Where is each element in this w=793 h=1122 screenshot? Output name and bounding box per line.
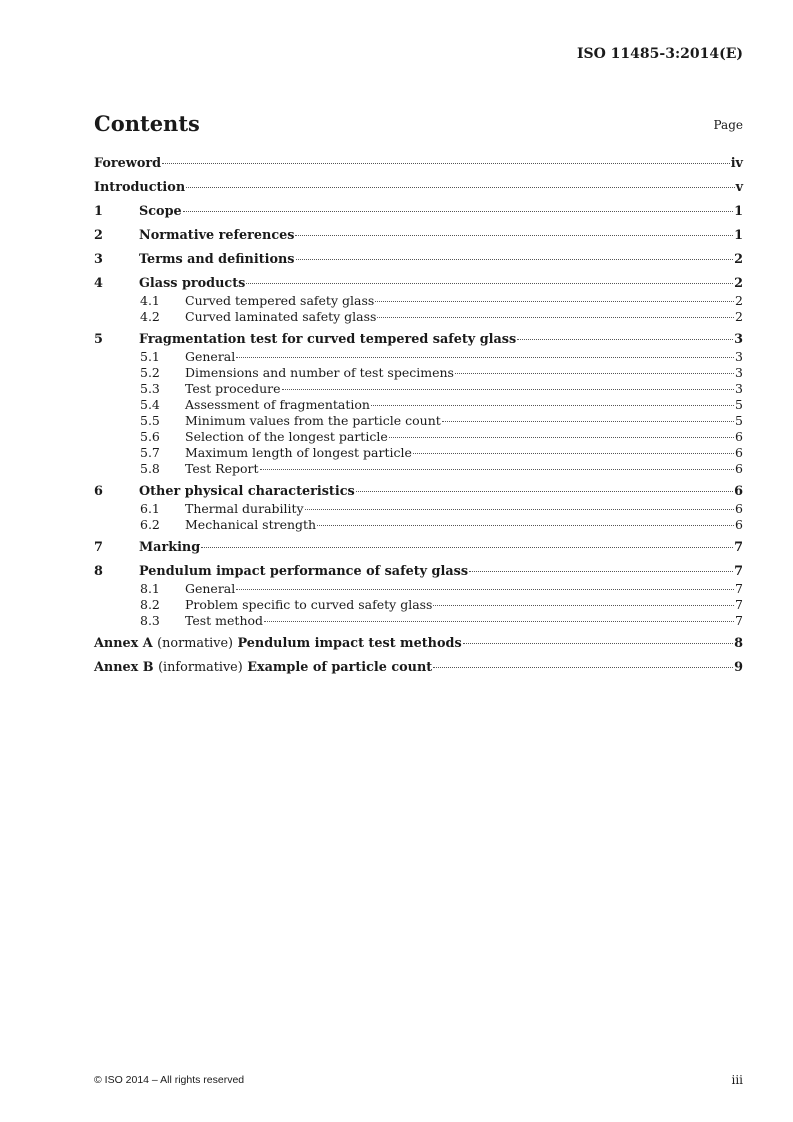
toc-entry[interactable] bbox=[94, 365, 743, 381]
toc-entry-title: Dimensions and number of test specimens bbox=[185, 365, 454, 380]
dot-leader bbox=[296, 259, 734, 260]
toc-entry-page: 7 bbox=[735, 613, 743, 628]
dot-leader bbox=[186, 187, 734, 188]
dot-leader bbox=[455, 373, 734, 374]
dot-leader bbox=[433, 605, 734, 606]
toc-entry[interactable] bbox=[94, 309, 743, 325]
toc-entry-page: 6 bbox=[735, 445, 743, 460]
toc-entry-number: 4.1 bbox=[140, 293, 160, 308]
toc-entry-number: 8.1 bbox=[140, 581, 160, 596]
toc-entry-title bbox=[94, 658, 432, 677]
dot-leader bbox=[260, 469, 735, 470]
table-of-contents bbox=[94, 154, 743, 677]
toc-entry-page: v bbox=[735, 180, 743, 195]
toc-entry-page: 6 bbox=[735, 461, 743, 476]
toc-entry-page: 7 bbox=[734, 564, 743, 579]
toc-entry-page: 2 bbox=[735, 309, 743, 324]
toc-entry-number: 5.4 bbox=[140, 397, 160, 412]
dot-leader bbox=[356, 491, 733, 492]
toc-entry[interactable] bbox=[94, 658, 743, 677]
toc-entry-title: Test procedure bbox=[185, 381, 281, 396]
dot-leader bbox=[236, 589, 734, 590]
toc-entry-page: 1 bbox=[734, 228, 743, 243]
toc-entry-number: 8.2 bbox=[140, 597, 160, 612]
dot-leader bbox=[282, 389, 735, 390]
page-column-label: Page bbox=[713, 118, 743, 132]
toc-entry-number: 6.1 bbox=[140, 501, 160, 516]
annex-title: Example of particle count bbox=[247, 660, 433, 675]
toc-entry-page: 8 bbox=[734, 636, 743, 651]
toc-entry-page: 7 bbox=[734, 540, 743, 555]
toc-entry-title: Test method bbox=[185, 613, 264, 628]
toc-entry-number: 5.2 bbox=[140, 365, 160, 380]
toc-entry-number: 6 bbox=[94, 484, 103, 499]
toc-entry[interactable] bbox=[94, 581, 743, 597]
document-code: ISO 11485-3:2014(E) bbox=[576, 46, 743, 62]
toc-entry[interactable] bbox=[94, 397, 743, 413]
toc-entry-page: 7 bbox=[735, 597, 743, 612]
dot-leader bbox=[442, 421, 734, 422]
toc-entry-title: Curved laminated safety glass bbox=[185, 309, 377, 324]
toc-entry-title: Fragmentation test for curved tempered safety glass bbox=[139, 332, 517, 347]
toc-entry[interactable] bbox=[94, 613, 743, 629]
toc-entry-page: 3 bbox=[735, 365, 743, 380]
toc-entry-number: 5 bbox=[94, 332, 103, 347]
toc-entry-number: 2 bbox=[94, 228, 103, 243]
toc-entry-page: 1 bbox=[734, 204, 743, 219]
toc-entry[interactable] bbox=[94, 178, 743, 197]
toc-entry-page: 5 bbox=[735, 413, 743, 428]
toc-entry[interactable] bbox=[94, 538, 743, 557]
toc-entry-page: 6 bbox=[735, 501, 743, 516]
copyright-notice: © ISO 2014 – All rights reserved bbox=[94, 1074, 245, 1086]
toc-entry[interactable] bbox=[94, 349, 743, 365]
toc-entry[interactable] bbox=[94, 202, 743, 221]
contents-title: Contents bbox=[94, 111, 200, 136]
toc-entry-page: 6 bbox=[734, 484, 743, 499]
toc-entry-page: 3 bbox=[735, 381, 743, 396]
toc-entry-title: Glass products bbox=[139, 276, 246, 291]
toc-entry[interactable] bbox=[94, 413, 743, 429]
dot-leader bbox=[236, 357, 734, 358]
toc-entry[interactable] bbox=[94, 274, 743, 293]
toc-entry-title: General bbox=[185, 581, 236, 596]
dot-leader bbox=[375, 301, 734, 302]
toc-entry-page: 2 bbox=[734, 252, 743, 267]
toc-entry-number: 5.1 bbox=[140, 349, 160, 364]
toc-entry-number: 8.3 bbox=[140, 613, 160, 628]
toc-entry-page: 2 bbox=[735, 293, 743, 308]
toc-entry-number: 4 bbox=[94, 276, 103, 291]
annex-label: Annex B bbox=[94, 660, 154, 675]
toc-entry[interactable] bbox=[94, 381, 743, 397]
dot-leader bbox=[317, 525, 734, 526]
toc-entry-page: 3 bbox=[735, 349, 743, 364]
dot-leader bbox=[246, 283, 733, 284]
toc-entry[interactable] bbox=[94, 445, 743, 461]
dot-leader bbox=[295, 235, 733, 236]
toc-entry-number: 5.8 bbox=[140, 461, 160, 476]
dot-leader bbox=[305, 509, 734, 510]
toc-entry-title: Selection of the longest particle bbox=[185, 429, 388, 444]
toc-entry[interactable] bbox=[94, 482, 743, 501]
dot-leader bbox=[201, 547, 733, 548]
toc-entry-title: Minimum values from the particle count bbox=[185, 413, 441, 428]
dot-leader bbox=[183, 211, 733, 212]
toc-entry-number: 5.6 bbox=[140, 429, 160, 444]
toc-entry-number: 7 bbox=[94, 540, 103, 555]
toc-entry[interactable] bbox=[94, 501, 743, 517]
toc-entry[interactable] bbox=[94, 634, 743, 653]
toc-entry[interactable] bbox=[94, 154, 743, 173]
annex-type: (informative) bbox=[158, 660, 243, 675]
toc-entry[interactable] bbox=[94, 330, 743, 349]
annex-label: Annex A bbox=[94, 636, 153, 651]
dot-leader bbox=[469, 571, 733, 572]
toc-entry-page: 6 bbox=[735, 429, 743, 444]
toc-entry[interactable] bbox=[94, 562, 743, 581]
dot-leader bbox=[413, 453, 734, 454]
toc-entry-number: 4.2 bbox=[140, 309, 160, 324]
toc-entry-number: 1 bbox=[94, 204, 103, 219]
toc-entry-title: Pendulum impact performance of safety glass bbox=[139, 564, 469, 579]
dot-leader bbox=[162, 163, 730, 164]
toc-entry-title: Other physical characteristics bbox=[139, 484, 355, 499]
toc-entry-page: 7 bbox=[735, 581, 743, 596]
toc-entry[interactable] bbox=[94, 461, 743, 477]
annex-type: (normative) bbox=[157, 636, 234, 651]
toc-entry-page: 5 bbox=[735, 397, 743, 412]
toc-entry-title: Introduction bbox=[94, 180, 186, 195]
toc-entry-page: 6 bbox=[735, 517, 743, 532]
dot-leader bbox=[433, 667, 733, 668]
dot-leader bbox=[264, 621, 734, 622]
toc-entry-page: 9 bbox=[734, 660, 743, 675]
toc-entry[interactable] bbox=[94, 293, 743, 309]
toc-entry-page: iv bbox=[730, 156, 743, 171]
toc-entry-number: 6.2 bbox=[140, 517, 160, 532]
dot-leader bbox=[389, 437, 734, 438]
toc-entry-title: General bbox=[185, 349, 236, 364]
toc-entry-title: Assessment of fragmentation bbox=[185, 397, 370, 412]
toc-entry-page: 3 bbox=[734, 332, 743, 347]
toc-entry-number: 3 bbox=[94, 252, 103, 267]
toc-entry-title: Mechanical strength bbox=[185, 517, 317, 532]
dot-leader bbox=[463, 643, 733, 644]
toc-entry-title bbox=[94, 634, 462, 653]
toc-entry-number: 5.5 bbox=[140, 413, 160, 428]
toc-entry-title: Terms and definitions bbox=[139, 252, 295, 267]
toc-entry-title: Test Report bbox=[185, 461, 259, 476]
toc-entry-title: Curved tempered safety glass bbox=[185, 293, 375, 308]
toc-entry-number: 5.7 bbox=[140, 445, 160, 460]
dot-leader bbox=[377, 317, 734, 318]
toc-entry-title: Problem specific to curved safety glass bbox=[185, 597, 433, 612]
toc-entry-number: 5.3 bbox=[140, 381, 160, 396]
toc-entry-title: Thermal durability bbox=[185, 501, 304, 516]
toc-entry-title: Scope bbox=[139, 204, 182, 219]
page-number: iii bbox=[731, 1073, 743, 1087]
toc-entry[interactable] bbox=[94, 517, 743, 533]
toc-entry[interactable] bbox=[94, 429, 743, 445]
toc-entry-page: 2 bbox=[734, 276, 743, 291]
toc-entry-number: 8 bbox=[94, 564, 103, 579]
toc-entry-title: Marking bbox=[139, 540, 201, 555]
toc-entry[interactable] bbox=[94, 226, 743, 245]
toc-entry-title: Normative references bbox=[139, 228, 295, 243]
dot-leader bbox=[517, 339, 733, 340]
toc-entry[interactable] bbox=[94, 597, 743, 613]
annex-title: Pendulum impact test methods bbox=[237, 636, 462, 651]
toc-entry-title: Maximum length of longest particle bbox=[185, 445, 412, 460]
toc-entry[interactable] bbox=[94, 250, 743, 269]
toc-entry-title: Foreword bbox=[94, 156, 162, 171]
dot-leader bbox=[371, 405, 734, 406]
